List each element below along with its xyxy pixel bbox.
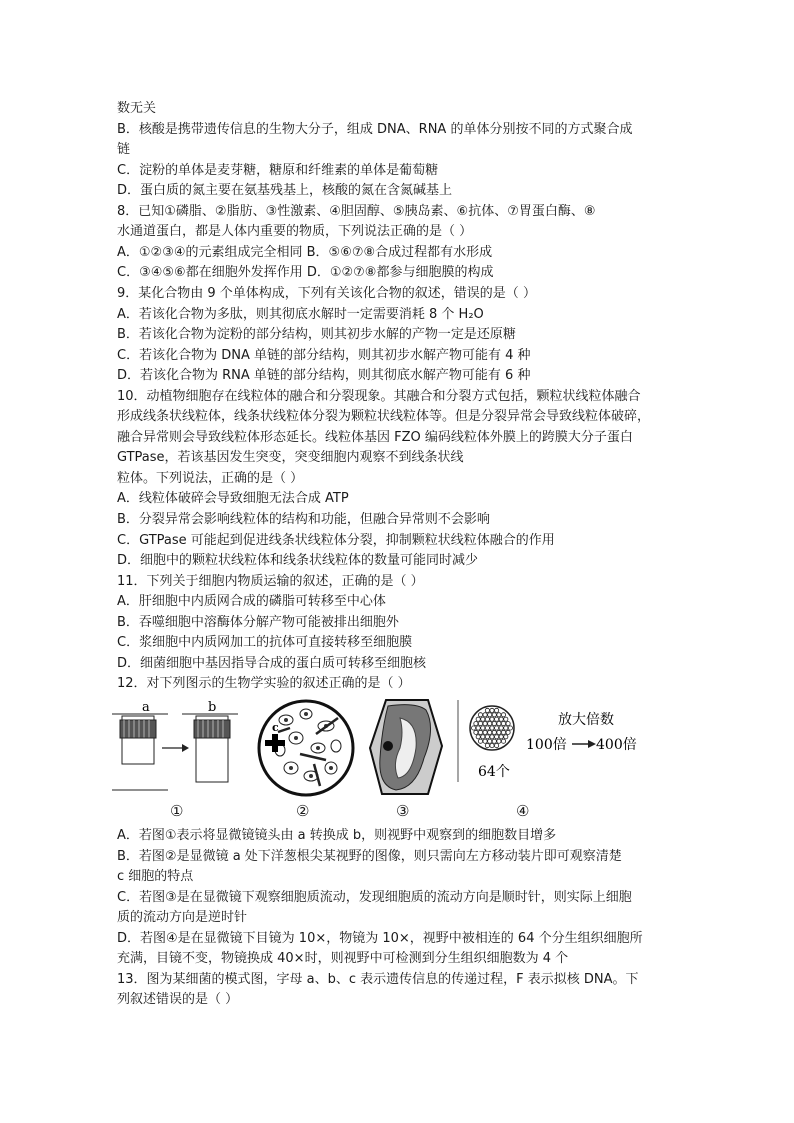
magnification-from: 100倍 — [526, 737, 567, 753]
tissue-cell — [490, 717, 494, 721]
tissue-cell — [478, 730, 482, 734]
tissue-cell — [504, 717, 508, 721]
tissue-cell — [495, 735, 499, 739]
tissue-cell — [488, 730, 492, 734]
tissue-cell — [488, 713, 492, 717]
caption-3: ③ — [396, 802, 410, 820]
lens-a-cap — [122, 716, 154, 720]
text-line: 13．图为某细菌的模式图，字母 a、b、c 表示遗传信息的传递过程，F 表示拟核 DNA。下 — [117, 971, 639, 987]
lens-a-body — [122, 738, 154, 764]
label-a: a — [142, 700, 150, 715]
lens-b-cap — [196, 716, 228, 720]
caption-1: ① — [170, 802, 184, 820]
tissue-cell — [497, 739, 501, 743]
text-line: B．吞噬细胞中溶酶体分解产物可能被排出细胞外 — [117, 614, 399, 630]
tissue-cell — [490, 744, 494, 748]
text-line: 形成线条状线粒体，线条状线粒体分裂为颗粒状线粒体等。但是分裂异常会导致线粒体破碎， — [117, 409, 651, 425]
tissue-cell — [483, 739, 487, 743]
tissue-cell — [478, 722, 482, 726]
tissue-cell — [476, 735, 480, 739]
text-line: 11．下列关于细胞内物质运输的叙述，正确的是（ ） — [117, 573, 424, 589]
tissue-cell — [483, 713, 487, 717]
caption-4: ④ — [516, 802, 530, 820]
text-line: 链 — [117, 142, 131, 158]
tissue-cell — [474, 730, 478, 734]
figure-row — [110, 698, 680, 822]
magnification-drawing — [456, 698, 680, 784]
tissue-cell — [495, 717, 499, 721]
text-line: C．浆细胞中内质网加工的抗体可直接转移至细胞膜 — [117, 635, 413, 651]
text-line: 10．动植物细胞存在线粒体的融合和分裂现象。其融合和分裂方式包括，颗粒状线粒体融合 — [117, 388, 641, 404]
tissue-cell — [492, 722, 496, 726]
label-c: c — [272, 721, 279, 734]
tissue-cell — [488, 722, 492, 726]
tissue-cell — [504, 735, 508, 739]
tissue-cell — [499, 735, 503, 739]
caption-2: ② — [296, 802, 310, 820]
lens-b-thread — [194, 720, 230, 738]
text-line: 粒体。下列说法，正确的是（ ） — [117, 470, 304, 486]
text-line: c 细胞的特点 — [117, 869, 194, 885]
tissue-cell — [495, 726, 499, 730]
objective-lens-drawing — [110, 698, 240, 802]
text-line: 充满，目镜不变，物镜换成 40×时，则视野中可检测到分生组织细胞数为 4 个 — [117, 951, 569, 967]
tissue-cell — [501, 739, 505, 743]
text-line: B．若该化合物为淀粉的部分结构，则其初步水解的产物一定是还原糖 — [117, 327, 516, 343]
text-line: A．①②③④的元素组成完全相同 B．⑤⑥⑦⑧合成过程都有水形成 — [117, 244, 493, 260]
tissue-cell — [501, 722, 505, 726]
figure-1-objective-lenses — [110, 698, 240, 820]
tissue-cell — [504, 726, 508, 730]
label-b: b — [208, 700, 217, 715]
tissue-cell — [481, 717, 485, 721]
tissue-cell — [495, 708, 499, 712]
text-line: 质的流动方向是逆时针 — [117, 910, 248, 926]
figure-4-magnification — [456, 698, 680, 820]
tissue-cell — [501, 730, 505, 734]
text-line: C．GTPase 可能起到促进线条状线粒体分裂，抑制颗粒状线粒体融合的作用 — [117, 532, 555, 548]
text-line: GTPase，若该基因发生突变，突变细胞内观察不到线条状线 — [117, 450, 464, 466]
plant-cell-drawing — [366, 698, 446, 802]
text-line: C．③④⑤⑥都在细胞外发挥作用 D．①②⑦⑧都参与细胞膜的构成 — [117, 265, 494, 281]
text-line: 列叙述错误的是（ ） — [117, 992, 239, 1008]
figure-2-root-tip-view — [256, 698, 356, 820]
text-line: B．若图②是显微镜 a 处下洋葱根尖某视野的图像，则只需向左方移动装片即可观察清楚 — [117, 848, 622, 864]
tissue-cell — [499, 717, 503, 721]
lens-b-body — [196, 738, 228, 782]
tissue-cell — [497, 722, 501, 726]
tissue-cell — [492, 739, 496, 743]
text-line: B．分裂异常会影响线粒体的结构和功能，但融合异常则不会影响 — [117, 512, 490, 527]
text-line: C．若该化合物为 DNA 单链的部分结构，则其初步水解产物可能有 4 种 — [117, 347, 531, 363]
text-line: 水通道蛋白，都是人体内重要的物质，下列说法正确的是（ ） — [117, 224, 473, 240]
tissue-cell — [508, 726, 512, 730]
tissue-cell — [506, 722, 510, 726]
tissue-cell — [490, 735, 494, 739]
text-line: A．若图①表示将显微镜镜头由 a 转换成 b，则视野中观察到的细胞数目增多 — [117, 828, 557, 843]
magnification-to: 400倍 — [596, 737, 637, 753]
tissue-cell — [476, 717, 480, 721]
text-line: 12．对下列图示的生物学实验的叙述正确的是（ ） — [117, 676, 411, 692]
tissue-cell — [485, 735, 489, 739]
text-line: D．若该化合物为 RNA 单链的部分结构，则其彻底水解产物可能有 6 种 — [117, 368, 531, 384]
tissue-cell — [497, 713, 501, 717]
tissue-cell — [481, 726, 485, 730]
tissue-cell — [485, 726, 489, 730]
text-line: C．若图③是在显微镜下观察细胞质流动，发现细胞质的流动方向是顺时针，则实际上细胞 — [117, 889, 632, 905]
tissue-cell — [490, 708, 494, 712]
tissue-cell — [474, 722, 478, 726]
text-line: 8．已知①磷脂、②脂肪、③性激素、④胆固醇、⑤胰岛素、⑥抗体、⑦胃蛋白酶、⑧ — [117, 203, 596, 219]
text-line: B．核酸是携带遗传信息的生物大分子，组成 DNA、RNA 的单体分别按不同的方式聚合成 — [117, 121, 633, 137]
tissue-cell — [501, 713, 505, 717]
tissue-cell — [485, 717, 489, 721]
tissue-cell — [497, 730, 501, 734]
text-line: 数无关 — [117, 101, 157, 116]
tissue-cell — [478, 739, 482, 743]
tissue-cell — [488, 739, 492, 743]
tissue-cell — [476, 726, 480, 730]
text-line: A．若该化合物为多肽，则其彻底水解时一定需要消耗 8 个 H₂O — [117, 306, 484, 322]
text-line: D．蛋白质的氮主要在氨基残基上，核酸的氮在含氮碱基上 — [117, 183, 453, 199]
lens-a-thread — [120, 720, 156, 738]
tissue-cell — [495, 744, 499, 748]
text-line: D．细菌细胞中基因指导合成的蛋白质可转移至细胞核 — [117, 655, 427, 671]
text-line: A．线粒体破碎会导致细胞无法合成 ATP — [117, 491, 349, 507]
text-line: 9．某化合物由 9 个单体构成，下列有关该化合物的叙述，错误的是（ ） — [117, 285, 536, 301]
tissue-cell — [483, 722, 487, 726]
tissue-cell — [481, 735, 485, 739]
tissue-cell — [485, 708, 489, 712]
tissue-cell — [492, 730, 496, 734]
tissue-cell — [492, 713, 496, 717]
text-line: 融合异常则会导致线粒体形态延长。线粒体基因 FZO 编码线粒体外膜上的跨膜大分子蛋白 — [117, 429, 633, 445]
tissue-cell — [478, 713, 482, 717]
cell-count-label: 64个 — [478, 764, 510, 780]
text-line: C．淀粉的单体是麦芽糖，糖原和纤维素的单体是葡萄糖 — [117, 162, 439, 178]
figure-3-cytoplasm-flow — [366, 698, 446, 820]
tissue-cell — [485, 744, 489, 748]
text-line: D．细胞中的颗粒状线粒体和线条状线粒体的数量可能同时减少 — [117, 553, 479, 569]
tissue-cell — [499, 726, 503, 730]
text-line: A．肝细胞中内质网合成的磷脂可转移至中心体 — [117, 594, 386, 610]
magnification-title: 放大倍数 — [558, 712, 614, 728]
tissue-cell — [506, 730, 510, 734]
tissue-cell — [483, 730, 487, 734]
tissue-cell — [472, 726, 476, 730]
tissue-cell — [490, 726, 494, 730]
root-tip-field-drawing — [256, 698, 356, 802]
nucleus — [383, 741, 393, 751]
text-line: D．若图④是在显微镜下目镜为 10×，物镜为 10×，视野中被相连的 64 个分生组织细胞所 — [117, 930, 643, 946]
